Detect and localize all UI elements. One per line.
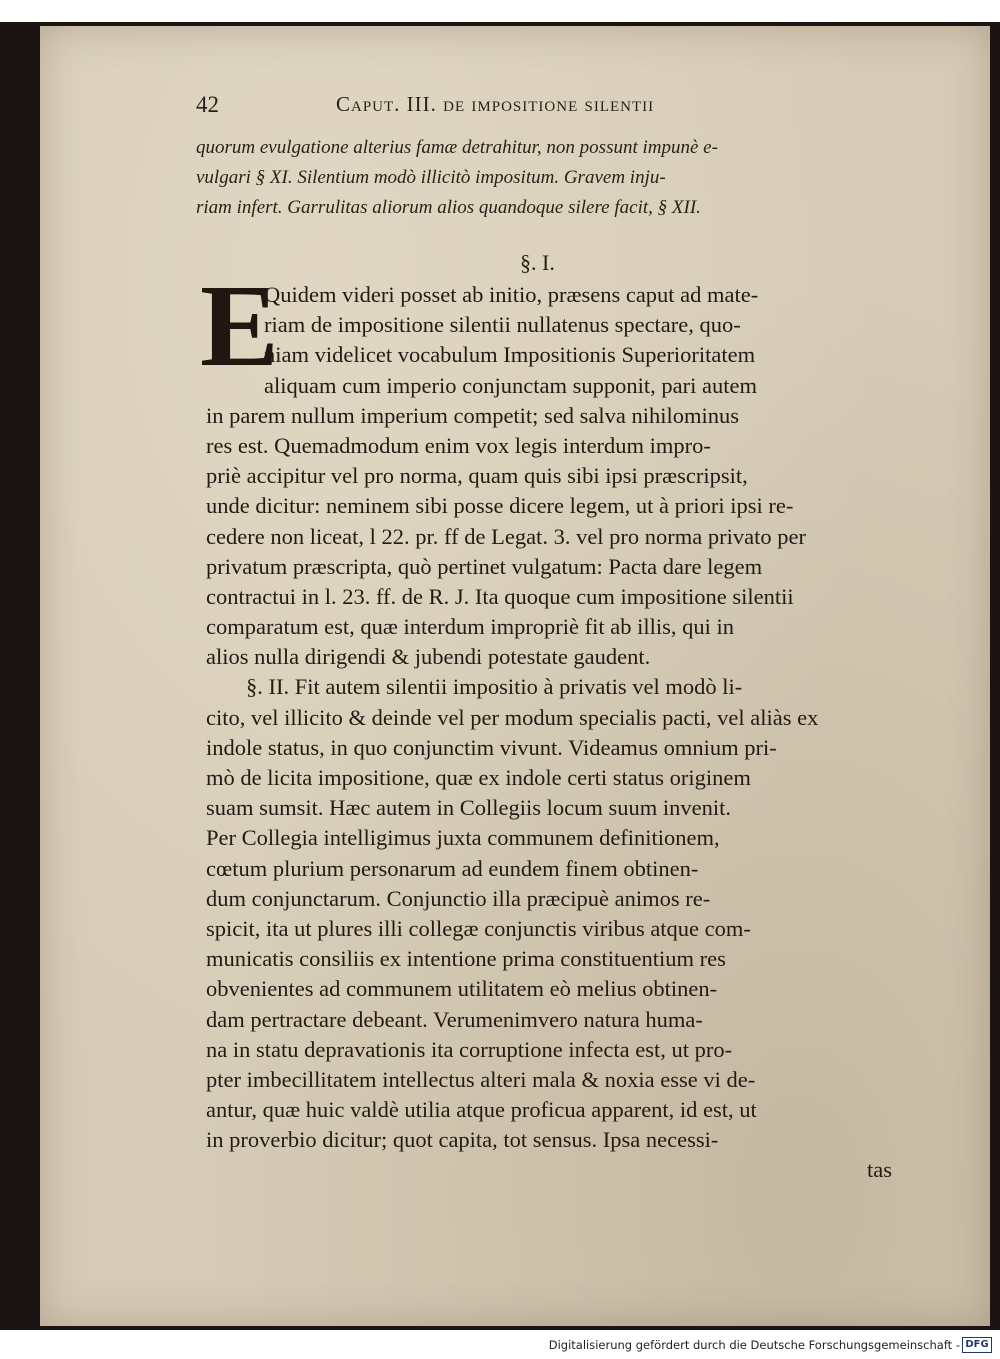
body-line: alios nulla dirigendi & jubendi potestate gaudent. [206,644,651,670]
body-line: dum conjunctarum. Conjunctio illa præcipuè animos re- [206,885,711,911]
summary-line: quorum evulgatione alterius famæ detrahitur, non possunt impunè e- [196,137,718,158]
body-line: contractui in l. 23. ff. de R. J. Ita quoque cum impositione silentii [206,583,794,609]
body-line: riam de impositione silentii nullatenus spectare, quo- [264,312,741,338]
page-number: 42 [196,92,219,117]
body-line: Quidem videri posset ab initio, præsens caput ad mate- [264,282,759,307]
body-line: §. II. Fit autem silentii impositio à privatis vel modò li- [246,674,743,700]
body-line: cedere non liceat, l 22. pr. ff de Legat. 3. vel pro norma privato per [206,523,806,549]
section-heading: §. I. [520,250,555,275]
body-line: unde dicitur: neminem sibi posse dicere legem, ut à priori ipsi re- [206,493,794,519]
body-line: niam videlicet vocabulum Impositionis Superioritatem [264,342,756,368]
body-line: priè accipitur vel pro norma, quam quis sibi ipsi præscripsit, [206,463,748,489]
body-line: obvenientes ad communem utilitatem eò melius obtinen- [206,976,718,1002]
body-line: Per Collegia intelligimus juxta communem definitionem, [206,825,720,851]
page-header [156,84,892,128]
body-line: privatum præscripta, quò pertinet vulgatum: Pacta dare legem [206,553,763,579]
body-line: spicit, ita ut plures illi collegæ conjunctis viribus atque com- [206,915,751,941]
drop-cap: E [200,260,279,391]
body-line: mò de licita impositione, quæ ex indole certi status originem [206,765,751,790]
body-line: in parem nullum imperium competit; sed salva nihilominus [206,402,740,428]
body-line: municatis consiliis ex intentione prima constituentium res [206,946,726,972]
chapter-summary [196,133,896,223]
summary-line: vulgari § XI. Silentium modò illicitò impositum. Gravem inju- [196,167,666,188]
summary-line: riam infert. Garrulitas aliorum alios quandoque silere facit, § XII. [196,197,701,218]
body-line: cito, vel illicito & deinde vel per modum specialis pacti, vel aliàs ex [206,704,819,730]
body-line: res est. Quemadmodum enim vox legis interdum impro- [206,432,711,458]
body-line: comparatum est, quæ interdum impropriè fit ab illis, qui in [206,614,735,640]
body-text [206,280,894,1186]
running-head: Caput. III. de impositione silentii [336,92,655,116]
body-line: aliquam cum imperio conjunctam supponit, pari autem [264,372,758,398]
body-line: cœtum plurium personarum ad eundem finem obtinen- [206,855,699,881]
body-line: suam sumsit. Hæc autem in Collegiis locum suum invenit. [206,795,731,821]
funding-credit: Digitalisierung gefördert durch die Deutsche Forschungsgemeinschaft - [548,1338,960,1352]
top-margin [0,0,1000,22]
body-line: pter imbecillitatem intellectus alteri mala & noxia esse vi de- [206,1066,756,1092]
footer-bar [0,1330,1000,1359]
body-line: indole status, in quo conjunctim vivunt. Videamus omnium pri- [206,734,777,760]
body-line: antur, quæ huic valdè utilia atque proficua apparent, id est, ut [206,1097,757,1123]
body-line: dam pertractare debeant. Verumenimvero natura huma- [206,1006,703,1032]
dfg-logo: DFG [962,1337,992,1353]
body-line: in proverbio dicitur; quot capita, tot sensus. Ipsa necessi- [206,1127,719,1153]
body-line: na in statu depravationis ita corruptione infecta est, ut pro- [206,1036,733,1062]
catchword: tas [867,1157,892,1183]
